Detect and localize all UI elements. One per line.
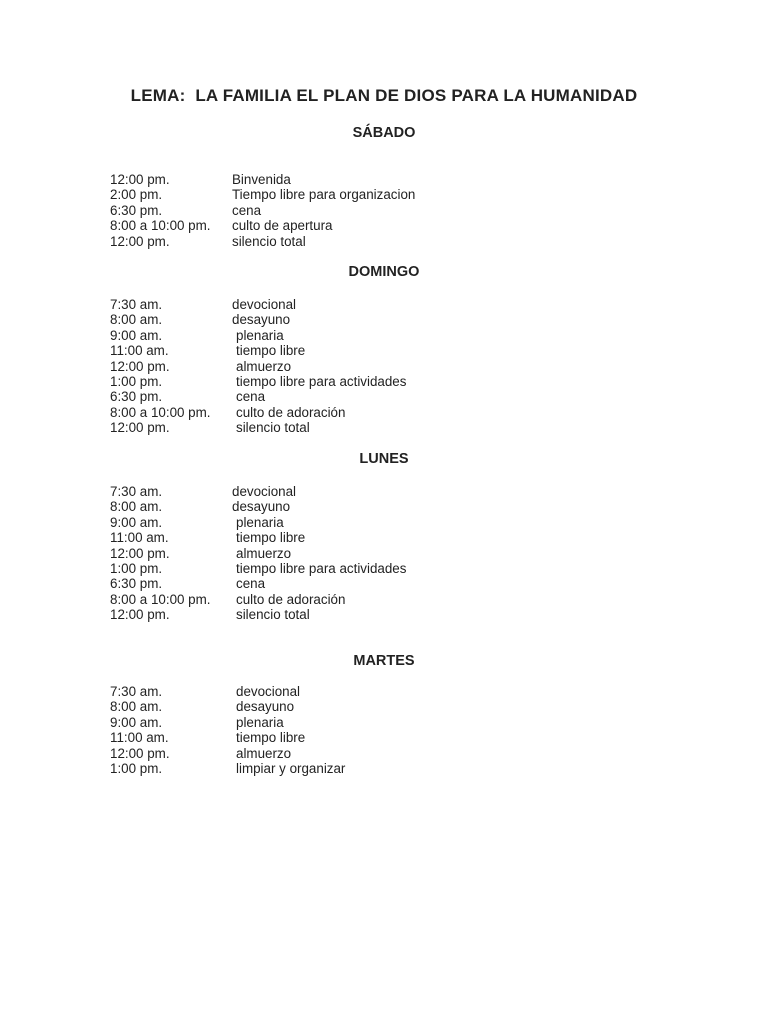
schedule-row [110, 576, 630, 591]
activity-cell: culto de adoración [236, 404, 346, 420]
time-cell: 11:00 am. [110, 730, 169, 746]
schedule-row [110, 699, 630, 714]
activity-cell: cena [236, 389, 266, 405]
schedule-row [110, 546, 630, 561]
schedule-row [110, 297, 630, 312]
schedule-row [110, 561, 630, 576]
schedule-row [110, 328, 630, 343]
activity-cell: desayuno [232, 499, 291, 515]
schedule-row [110, 484, 630, 499]
schedule-row [110, 607, 630, 622]
schedule-row [110, 389, 630, 404]
activity-cell: devocional [232, 297, 297, 312]
time-cell: 1:00 pm. [110, 373, 163, 389]
activity-cell: silencio total [232, 233, 306, 249]
schedule-row [110, 730, 630, 745]
time-cell: 1:00 pm. [110, 560, 163, 576]
schedule-row [110, 530, 630, 545]
activity-cell: plenaria [236, 327, 284, 343]
time-cell: 12:00 pm. [110, 545, 170, 561]
activity-cell: culto de apertura [232, 218, 333, 234]
activity-cell: tiempo libre para actividades [236, 560, 407, 576]
time-cell: 9:00 am. [110, 514, 163, 530]
time-cell: 9:00 am. [110, 327, 163, 343]
time-cell: 7:30 am. [110, 684, 163, 699]
time-cell: 8:00 a 10:00 pm. [110, 591, 211, 607]
activity-cell: tiempo libre [236, 343, 306, 359]
time-cell: 8:00 a 10:00 pm. [110, 404, 211, 420]
schedule-row [110, 592, 630, 607]
activity-cell: limpiar y organizar [236, 760, 346, 776]
schedule-martes [110, 684, 630, 776]
activity-cell: almuerzo [236, 545, 292, 561]
activity-cell: plenaria [236, 514, 284, 530]
day-heading-lunes: LUNES [359, 451, 409, 467]
time-cell: 6:30 pm. [110, 202, 163, 218]
time-cell: 2:00 pm. [110, 187, 163, 203]
time-cell: 12:00 pm. [110, 233, 170, 249]
schedule-lunes [110, 484, 630, 623]
schedule-row [110, 715, 630, 730]
day-heading-martes: MARTES [353, 653, 415, 669]
activity-cell: silencio total [236, 420, 310, 436]
activity-cell: cena [232, 202, 262, 218]
time-cell: 6:30 pm. [110, 576, 163, 592]
activity-cell: plenaria [236, 714, 284, 730]
activity-cell: culto de adoración [236, 591, 346, 607]
time-cell: 12:00 pm. [110, 420, 170, 436]
day-heading-domingo: DOMINGO [348, 264, 420, 280]
activity-cell: almuerzo [236, 745, 292, 761]
time-cell: 8:00 am. [110, 699, 163, 715]
activity-cell: cena [236, 576, 266, 592]
schedule-row [110, 746, 630, 761]
page-title: LEMA: LA FAMILIA EL PLAN DE DIOS PARA LA HUMANIDAD [130, 86, 638, 105]
schedule-row [110, 684, 630, 699]
schedule-row [110, 203, 630, 218]
time-cell: 8:00 a 10:00 pm. [110, 218, 211, 234]
activity-cell: tiempo libre para actividades [236, 373, 407, 389]
time-cell: 8:00 am. [110, 312, 163, 328]
schedule-row [110, 343, 630, 358]
schedule-row [110, 499, 630, 514]
activity-cell: tiempo libre [236, 530, 306, 546]
day-heading-sabado: SÁBADO [352, 125, 416, 141]
time-cell: 7:30 am. [110, 484, 163, 499]
schedule-row [110, 187, 630, 202]
activity-cell: desayuno [236, 699, 295, 715]
time-cell: 12:00 pm. [110, 607, 170, 623]
schedule-row [110, 312, 630, 327]
schedule-row [110, 234, 630, 249]
time-cell: 11:00 am. [110, 530, 169, 546]
activity-cell: devocional [232, 484, 297, 499]
schedule-row [110, 374, 630, 389]
time-cell: 12:00 pm. [110, 745, 170, 761]
schedule-sabado [110, 172, 630, 249]
time-cell: 1:00 pm. [110, 760, 163, 776]
schedule-row [110, 420, 630, 435]
schedule-row [110, 172, 630, 187]
activity-cell: desayuno [232, 312, 291, 328]
schedule-row [110, 515, 630, 530]
activity-cell: Tiempo libre para organizacion [232, 187, 416, 203]
time-cell: 9:00 am. [110, 714, 163, 730]
schedule-row [110, 218, 630, 233]
schedule-row [110, 359, 630, 374]
time-cell: 11:00 am. [110, 343, 169, 359]
activity-cell: silencio total [236, 607, 310, 623]
activity-cell: devocional [236, 684, 301, 699]
schedule-row [110, 405, 630, 420]
time-cell: 6:30 pm. [110, 389, 163, 405]
time-cell: 12:00 pm. [110, 172, 170, 187]
time-cell: 12:00 pm. [110, 358, 170, 374]
activity-cell: almuerzo [236, 358, 292, 374]
time-cell: 7:30 am. [110, 297, 163, 312]
schedule-row [110, 761, 630, 776]
schedule-domingo [110, 297, 630, 436]
time-cell: 8:00 am. [110, 499, 163, 515]
activity-cell: Binvenida [232, 172, 291, 187]
activity-cell: tiempo libre [236, 730, 306, 746]
